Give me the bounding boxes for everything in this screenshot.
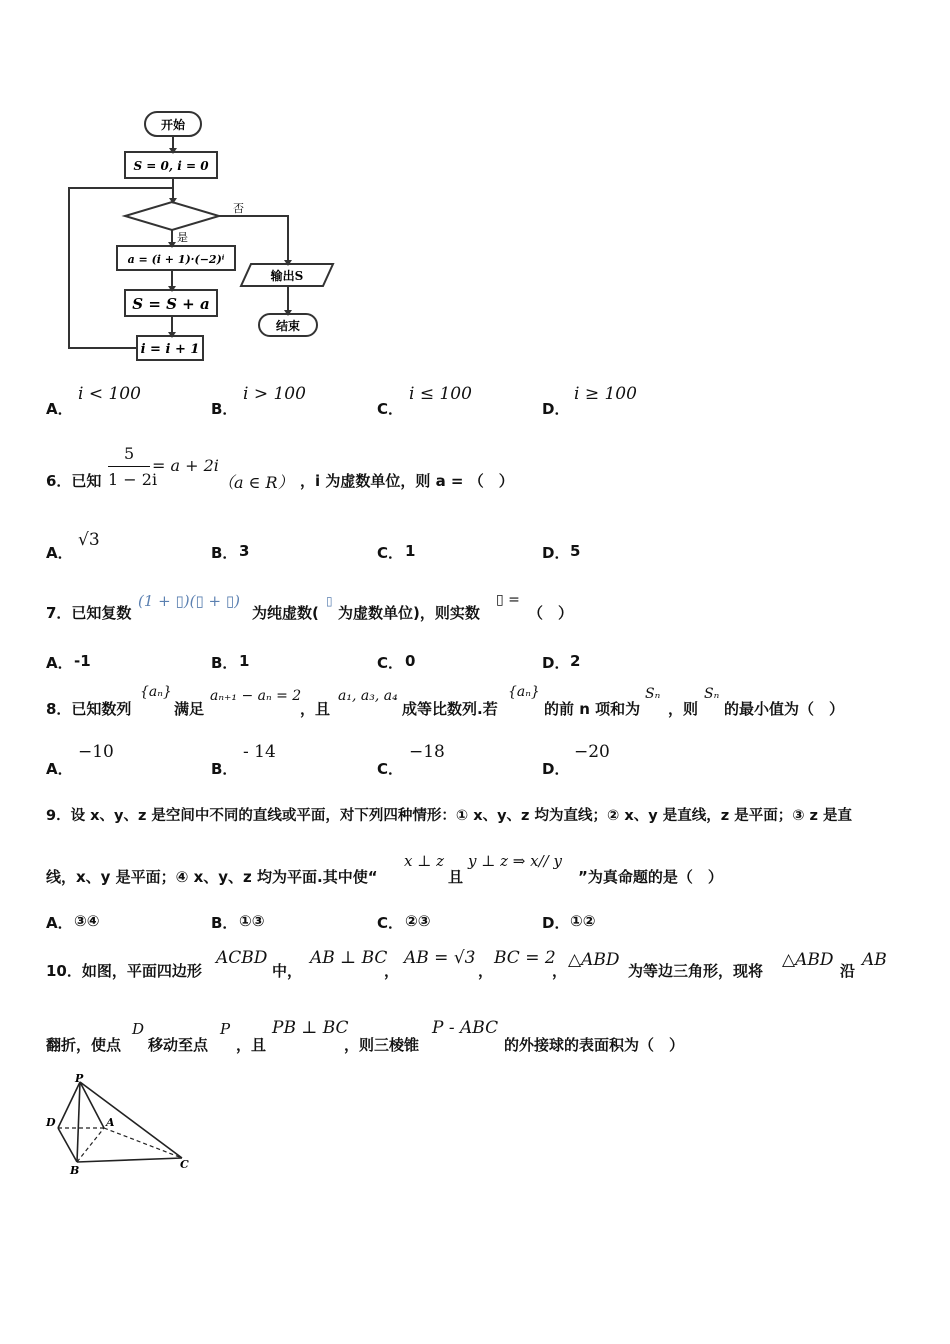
q8-option-c-text: −18 <box>409 742 445 762</box>
q9-option-b-text: ①③ <box>239 912 265 930</box>
q8-option-d-text: −20 <box>574 742 610 762</box>
q9-line2a: 线，x、y 是平面；④ x、y、z 均为平面.其中使“ <box>46 868 378 886</box>
q6-number: 6．已知 <box>46 472 102 490</box>
q7-option-c-letter[interactable]: C． <box>377 654 404 672</box>
flowchart-diagram <box>55 100 355 370</box>
q7-sym: ▯ <box>326 594 333 608</box>
flow-calc-a-text: a = (i + 1)·(−2)ⁱ <box>127 253 225 266</box>
q7-option-d-text: 2 <box>570 652 581 670</box>
q7-option-b-text: 1 <box>239 652 250 670</box>
q7-prefix: 7．已知复数 <box>46 604 132 622</box>
q6-frac-bar <box>108 466 150 467</box>
q6-option-a-text: √3 <box>78 530 100 550</box>
q10-p5: ， <box>552 962 568 980</box>
fig-label-b: B <box>70 1164 80 1177</box>
q6-option-b-text: 3 <box>239 542 250 560</box>
q7-option-d-letter[interactable]: D． <box>542 654 570 672</box>
q9-line2b: ”为真命题的是（ ） <box>578 868 723 886</box>
q8-t6: 的最小值为（ ） <box>724 700 845 718</box>
q9-option-d-text: ①② <box>570 912 596 930</box>
q8-option-a-text: −10 <box>78 742 114 762</box>
q6-cond: （a ∈ R） <box>218 473 294 492</box>
q10-e6: AB <box>862 950 887 970</box>
q8-t2: ，且 <box>300 700 331 718</box>
q8-terms: a₁, a₃, a₄ <box>338 688 398 704</box>
q6-option-b-letter[interactable]: B． <box>211 544 238 562</box>
q10-p3: ， <box>384 962 400 980</box>
q5-option-d-text: i ≥ 100 <box>574 384 637 404</box>
q5-option-c-letter[interactable]: C． <box>377 400 404 418</box>
q10-d: D <box>132 1020 145 1038</box>
flow-incr-text: i = i + 1 <box>140 342 200 357</box>
q9-option-a-letter[interactable]: A． <box>46 914 73 932</box>
q6-option-c-text: 1 <box>405 542 416 560</box>
flow-start-text: 开始 <box>160 118 186 132</box>
q6-frac-den: 1 − 2i <box>108 470 158 489</box>
fig-label-c: C <box>180 1158 189 1171</box>
q9-expr1: x ⊥ z <box>404 852 445 870</box>
q6-frac-num: 5 <box>124 444 135 463</box>
q10-p1: 10．如图，平面四边形 <box>46 962 202 980</box>
q7-option-a-letter[interactable]: A． <box>46 654 73 672</box>
q8-t1: 满足 <box>174 700 205 718</box>
q8-t5: ，则 <box>668 700 699 718</box>
q8-option-b-text: - 14 <box>243 742 276 762</box>
q5-option-a-text: i < 100 <box>78 384 141 404</box>
q9-and: 且 <box>448 868 464 886</box>
q6-option-d-letter[interactable]: D． <box>542 544 570 562</box>
flow-no-label: 否 <box>233 202 244 215</box>
q8-option-b-letter[interactable]: B． <box>211 760 238 778</box>
q10-l2b: 移动至点 <box>148 1036 209 1054</box>
q10-l2a: 翻折，使点 <box>46 1036 122 1054</box>
fig-label-d: D <box>46 1116 56 1129</box>
q10-p2: 中， <box>272 962 303 980</box>
q8-t3: 成等比数列.若 <box>402 700 498 718</box>
q10-e8: P - ABC <box>432 1018 499 1038</box>
q8-sn: Sₙ <box>645 686 661 702</box>
q9-option-b-letter[interactable]: B． <box>211 914 238 932</box>
q8-sn2: Sₙ <box>704 686 720 702</box>
q9-option-d-letter[interactable]: D． <box>542 914 570 932</box>
q6-option-c-letter[interactable]: C． <box>377 544 404 562</box>
q6-text: ，i 为虚数单位，则 a = （ ） <box>300 472 514 490</box>
flow-init-text: S = 0, i = 0 <box>133 159 209 173</box>
q10-p: P <box>220 1020 231 1038</box>
q5-option-c-text: i ≤ 100 <box>409 384 472 404</box>
q7-option-c-text: 0 <box>405 652 416 670</box>
q8-option-c-letter[interactable]: C． <box>377 760 404 778</box>
q9-line1: 9．设 x、y、z 是空间中不同的直线或平面，对下列四种情形：① x、y、z 均为直线；② x、y 是直线，z 是平面；③ z 是直 <box>46 808 853 824</box>
q10-l2d: ，则三棱锥 <box>344 1036 420 1054</box>
q8-option-a-letter[interactable]: A． <box>46 760 73 778</box>
q8-seq2: {aₙ} <box>508 684 540 700</box>
q7-sym2: ▯ = <box>496 592 520 608</box>
q9-option-c-letter[interactable]: C． <box>377 914 404 932</box>
q6-rhs: = a + 2i <box>152 456 219 475</box>
flow-end-text: 结束 <box>275 319 301 333</box>
q5-option-b-text: i > 100 <box>243 384 306 404</box>
q7-option-a-text: -1 <box>74 652 91 670</box>
fig-label-a: A <box>106 1116 115 1129</box>
q5-option-a-letter[interactable]: A． <box>46 400 73 418</box>
q7-suffix: （ ） <box>528 604 574 622</box>
flow-decision <box>125 202 219 230</box>
q9-option-a-text: ③④ <box>74 912 100 930</box>
q7-mid2: 为虚数单位)，则实数 <box>338 604 480 622</box>
q10-e7: PB ⊥ BC <box>272 1018 349 1038</box>
q8-t4: 的前 n 项和为 <box>544 700 641 718</box>
q10-acbd: ACBD <box>216 948 268 968</box>
q6-option-d-text: 5 <box>570 542 581 560</box>
q10-e5: △ABD <box>782 950 834 970</box>
q10-e1: AB ⊥ BC <box>310 948 388 968</box>
q10-e2: AB = √3 <box>404 948 476 968</box>
flow-calc-s-text: S = S + a <box>132 295 210 313</box>
q10-e4: △ABD <box>568 950 620 970</box>
q5-option-d-letter[interactable]: D． <box>542 400 570 418</box>
q7-mid: 为纯虚数( <box>252 604 319 622</box>
q6-option-a-letter[interactable]: A． <box>46 544 73 562</box>
q10-e3: BC = 2 <box>494 948 556 968</box>
flow-output-text: 输出S <box>270 269 304 283</box>
q10-l2c: ，且 <box>236 1036 267 1054</box>
q5-option-b-letter[interactable]: B． <box>211 400 238 418</box>
q9-option-c-text: ②③ <box>405 912 431 930</box>
q10-l2e: 的外接球的表面积为（ ） <box>504 1036 685 1054</box>
q8-seq: {aₙ} <box>140 684 172 700</box>
q8-option-d-letter[interactable]: D． <box>542 760 570 778</box>
q10-p4: ， <box>478 962 494 980</box>
q10-p6: 为等边三角形，现将 <box>628 962 764 980</box>
q7-expr: (1 + ▯)(▯ + ▯) <box>138 592 240 610</box>
q8-rel: aₙ₊₁ − aₙ = 2 <box>210 688 302 704</box>
pyramid-figure <box>40 1070 200 1180</box>
q9-expr2: y ⊥ z ⇒ x// y <box>468 852 562 870</box>
q10-p7: 沿 <box>840 962 856 980</box>
flow-yes-label: 是 <box>177 231 188 244</box>
fig-label-p: P <box>75 1072 84 1085</box>
q8-prefix: 8．已知数列 <box>46 700 132 718</box>
q7-option-b-letter[interactable]: B． <box>211 654 238 672</box>
